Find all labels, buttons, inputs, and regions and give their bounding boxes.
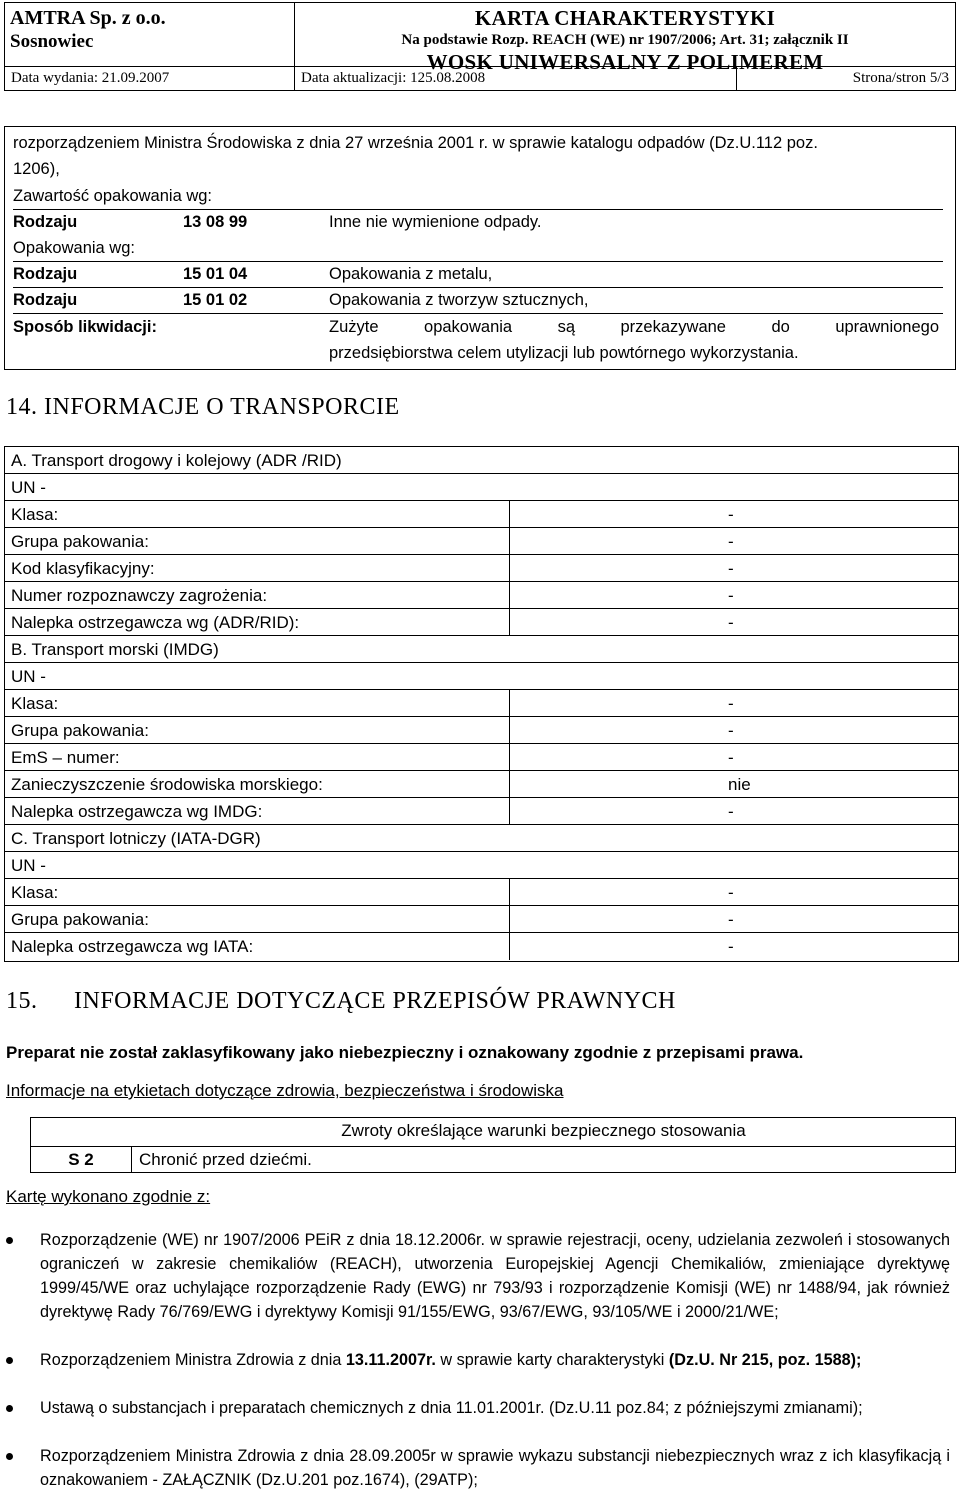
- classification-statement: Preparat nie został zaklasyfikowany jako niebezpieczny i oznakowany zgodnie z przepisami prawa.: [6, 1043, 804, 1062]
- transport-value: -: [728, 802, 734, 821]
- transport-value: -: [728, 559, 734, 578]
- update-date: Data aktualizacji: 125.08.2008: [295, 67, 737, 90]
- table-row: [5, 879, 958, 906]
- contents-row-label: Rodzaju: [13, 213, 78, 231]
- contents-heading: Zawartość opakowania wg:: [13, 187, 213, 205]
- transport-value: -: [728, 937, 734, 956]
- document-header: [4, 2, 956, 91]
- table-row: [5, 825, 958, 852]
- table-row: [5, 717, 958, 744]
- table-row: [5, 582, 958, 609]
- company-name: AMTRA Sp. z o.o.: [10, 7, 166, 29]
- safety-phrases-heading: Zwroty określające warunki bezpiecznego stosowania: [341, 1121, 746, 1140]
- transport-value: -: [728, 613, 734, 632]
- bullet-icon: [6, 1357, 13, 1364]
- disposal-text-1: Zużyte opakowania są przekazywane do uprawnionego: [329, 318, 939, 336]
- table-row: [5, 663, 958, 690]
- section-15-heading: INFORMACJE DOTYCZĄCE PRZEPISÓW PRAWNYCH: [74, 988, 676, 1014]
- divider: [13, 209, 943, 210]
- page-number: Strona/stron 5/3: [852, 70, 949, 86]
- transport-label: Kod klasyfikacyjny:: [11, 559, 155, 578]
- table-row: [5, 744, 958, 771]
- regulation-date: 13.11.2007r.: [345, 1351, 436, 1369]
- divider: [509, 555, 510, 582]
- divider: [13, 261, 943, 262]
- divider: [509, 717, 510, 744]
- waste-intro-line-1: rozporządzeniem Ministra Środowiska z dnia 27 września 2001 r. w sprawie katalogu odpadów (Dz.U.112 poz.: [13, 134, 818, 152]
- regulation-text: Rozporządzeniem Ministra Zdrowia z dnia: [40, 1351, 346, 1369]
- bullet-icon: [6, 1405, 13, 1412]
- table-row: [5, 933, 958, 960]
- transport-label: Grupa pakowania:: [11, 721, 149, 740]
- table-row: [5, 474, 958, 501]
- packaging-row-code: 15 01 04: [183, 265, 248, 283]
- transport-value: -: [728, 883, 734, 902]
- label-info-heading: Informacje na etykietach dotyczące zdrowia, bezpieczeństwa i środowiska: [6, 1081, 564, 1100]
- table-row: [5, 609, 958, 636]
- regulation-dangerous-substances: Rozporządzeniem Ministra Zdrowia z dnia 28.09.2005r w sprawie wykazu substancji niebezpiecznych wraz z ich klasyfikacją i oznakowaniem - ZAŁĄCZNIK (Dz.U.201 poz.1674), (29ATP);: [40, 1447, 950, 1489]
- company-city: Sosnowiec: [10, 31, 94, 52]
- packaging-heading: Opakowania wg:: [13, 239, 135, 257]
- transport-table: [4, 446, 959, 962]
- packaging-row-desc: Opakowania z metalu,: [329, 265, 493, 283]
- disposal-row: [13, 317, 939, 338]
- transport-label: Grupa pakowania:: [11, 532, 149, 551]
- contents-row-code: 13 08 99: [183, 213, 248, 231]
- packaging-row: [13, 290, 945, 311]
- table-row: [5, 906, 958, 933]
- safety-phrases-table: [30, 1117, 956, 1173]
- transport-label: Klasa:: [11, 883, 59, 902]
- divider: [509, 906, 510, 933]
- divider: [509, 771, 510, 798]
- packaging-row-desc: Opakowania z tworzyw sztucznych,: [329, 291, 589, 309]
- divider: [509, 933, 510, 960]
- disposal-text-2: przedsiębiorstwa celem utylizacji lub powtórnego wykorzystania.: [329, 344, 799, 362]
- table-row: [5, 798, 958, 825]
- regulation-reach: Rozporządzenie (WE) nr 1907/2006 PEiR z dnia 18.12.2006r. w sprawie rejestracji, oceny, udzielania zezwoleń i stosowanych ograniczeń w zakresie chemikaliów (REACH), utworzenia Europejskiej Agencji Chemikaliów, zmieniające dyrektywę 1999/45/WE oraz uchylające rozporządzenie Rady (EWG) nr 793/93 i rozporządzenie Komisji (WE) nr 1488/94, jak również dyrektywę Rady 76/769/EWG i dyrektywy Komisji 91/155/EWG, 93/67/EWG, 93/105/WE i 2000/21/WE;: [40, 1231, 950, 1321]
- safety-phrase-desc: Chronić przed dziećmi.: [139, 1150, 312, 1169]
- divider: [131, 1146, 132, 1172]
- divider: [13, 313, 943, 314]
- table-row: [5, 555, 958, 582]
- document-title: KARTA CHARAKTERYSTYKI: [474, 6, 776, 30]
- regulation-text: w sprawie karty charakterystyki: [435, 1351, 669, 1369]
- transport-value: -: [728, 586, 734, 605]
- transport-label: Klasa:: [11, 694, 59, 713]
- packaging-row-label: Rodzaju: [13, 291, 78, 309]
- issue-date: Data wydania: 21.09.2007: [5, 67, 295, 90]
- transport-value: -: [728, 505, 734, 524]
- regulation-chemicals-act: Ustawą o substancjach i preparatach chemicznych z dnia 11.01.2001r. (Dz.U.11 poz.84; z późniejszymi zmianami);: [40, 1399, 863, 1417]
- title-block: [295, 3, 955, 74]
- divider: [13, 287, 943, 288]
- divider: [31, 1146, 955, 1147]
- divider: [509, 690, 510, 717]
- transport-label: UN -: [11, 856, 46, 875]
- divider: [509, 879, 510, 906]
- regulation-health-ministry: [40, 1348, 950, 1372]
- disposal-label: Sposób likwidacji:: [13, 318, 157, 336]
- divider: [509, 501, 510, 528]
- packaging-row: [13, 264, 945, 285]
- transport-label: Numer rozpoznawczy zagrożenia:: [11, 586, 268, 605]
- transport-value: -: [728, 694, 734, 713]
- section-15-number: 15.: [6, 988, 38, 1014]
- divider: [509, 744, 510, 771]
- table-row: [5, 528, 958, 555]
- packaging-row-label: Rodzaju: [13, 265, 78, 283]
- product-name: WOSK UNIWERSALNY Z POLIMEREM: [426, 50, 824, 74]
- transport-label: EmS – numer:: [11, 748, 120, 767]
- bullet-icon: [6, 1237, 13, 1244]
- company-block: [5, 3, 295, 66]
- packaging-row-code: 15 01 02: [183, 291, 248, 309]
- transport-label: Zanieczyszczenie środowiska morskiego:: [11, 775, 323, 794]
- transport-value: nie: [728, 775, 751, 794]
- table-row: [5, 447, 958, 474]
- table-row: [5, 501, 958, 528]
- section-15-title: [6, 986, 676, 1016]
- transport-label: Klasa:: [11, 505, 59, 524]
- transport-label: C. Transport lotniczy (IATA-DGR): [11, 829, 261, 848]
- safety-phrase-code: S 2: [68, 1150, 94, 1169]
- divider: [509, 528, 510, 555]
- bullet-icon: [6, 1453, 13, 1460]
- compliance-heading: Kartę wykonano zgodnie z:: [6, 1187, 211, 1206]
- section-14-title: 14. INFORMACJE O TRANSPORCIE: [6, 394, 400, 420]
- transport-label: Grupa pakowania:: [11, 910, 149, 929]
- divider: [509, 798, 510, 825]
- divider: [509, 609, 510, 636]
- regulation-reference: (Dz.U. Nr 215, poz. 1588);: [668, 1351, 862, 1369]
- transport-label: UN -: [11, 667, 46, 686]
- transport-value: -: [728, 532, 734, 551]
- waste-disposal-box: [4, 126, 956, 370]
- waste-intro-line-2: 1206),: [13, 160, 60, 178]
- divider: [509, 582, 510, 609]
- transport-label: Nalepka ostrzegawcza wg IATA:: [11, 937, 254, 956]
- transport-label: B. Transport morski (IMDG): [11, 640, 219, 659]
- transport-label: UN -: [11, 478, 46, 497]
- contents-row: [13, 212, 945, 233]
- contents-row-desc: Inne nie wymienione odpady.: [329, 213, 542, 231]
- transport-label: Nalepka ostrzegawcza wg IMDG:: [11, 802, 263, 821]
- transport-value: -: [728, 910, 734, 929]
- transport-value: -: [728, 721, 734, 740]
- transport-label: A. Transport drogowy i kolejowy (ADR /RID): [11, 451, 342, 470]
- table-row: [5, 771, 958, 798]
- regulation-line: Na podstawie Rozp. REACH (WE) nr 1907/2006; Art. 31; załącznik II: [401, 32, 849, 48]
- transport-value: -: [728, 748, 734, 767]
- transport-label: Nalepka ostrzegawcza wg (ADR/RID):: [11, 613, 300, 632]
- table-row: [5, 690, 958, 717]
- table-row: [5, 636, 958, 663]
- table-row: [5, 852, 958, 879]
